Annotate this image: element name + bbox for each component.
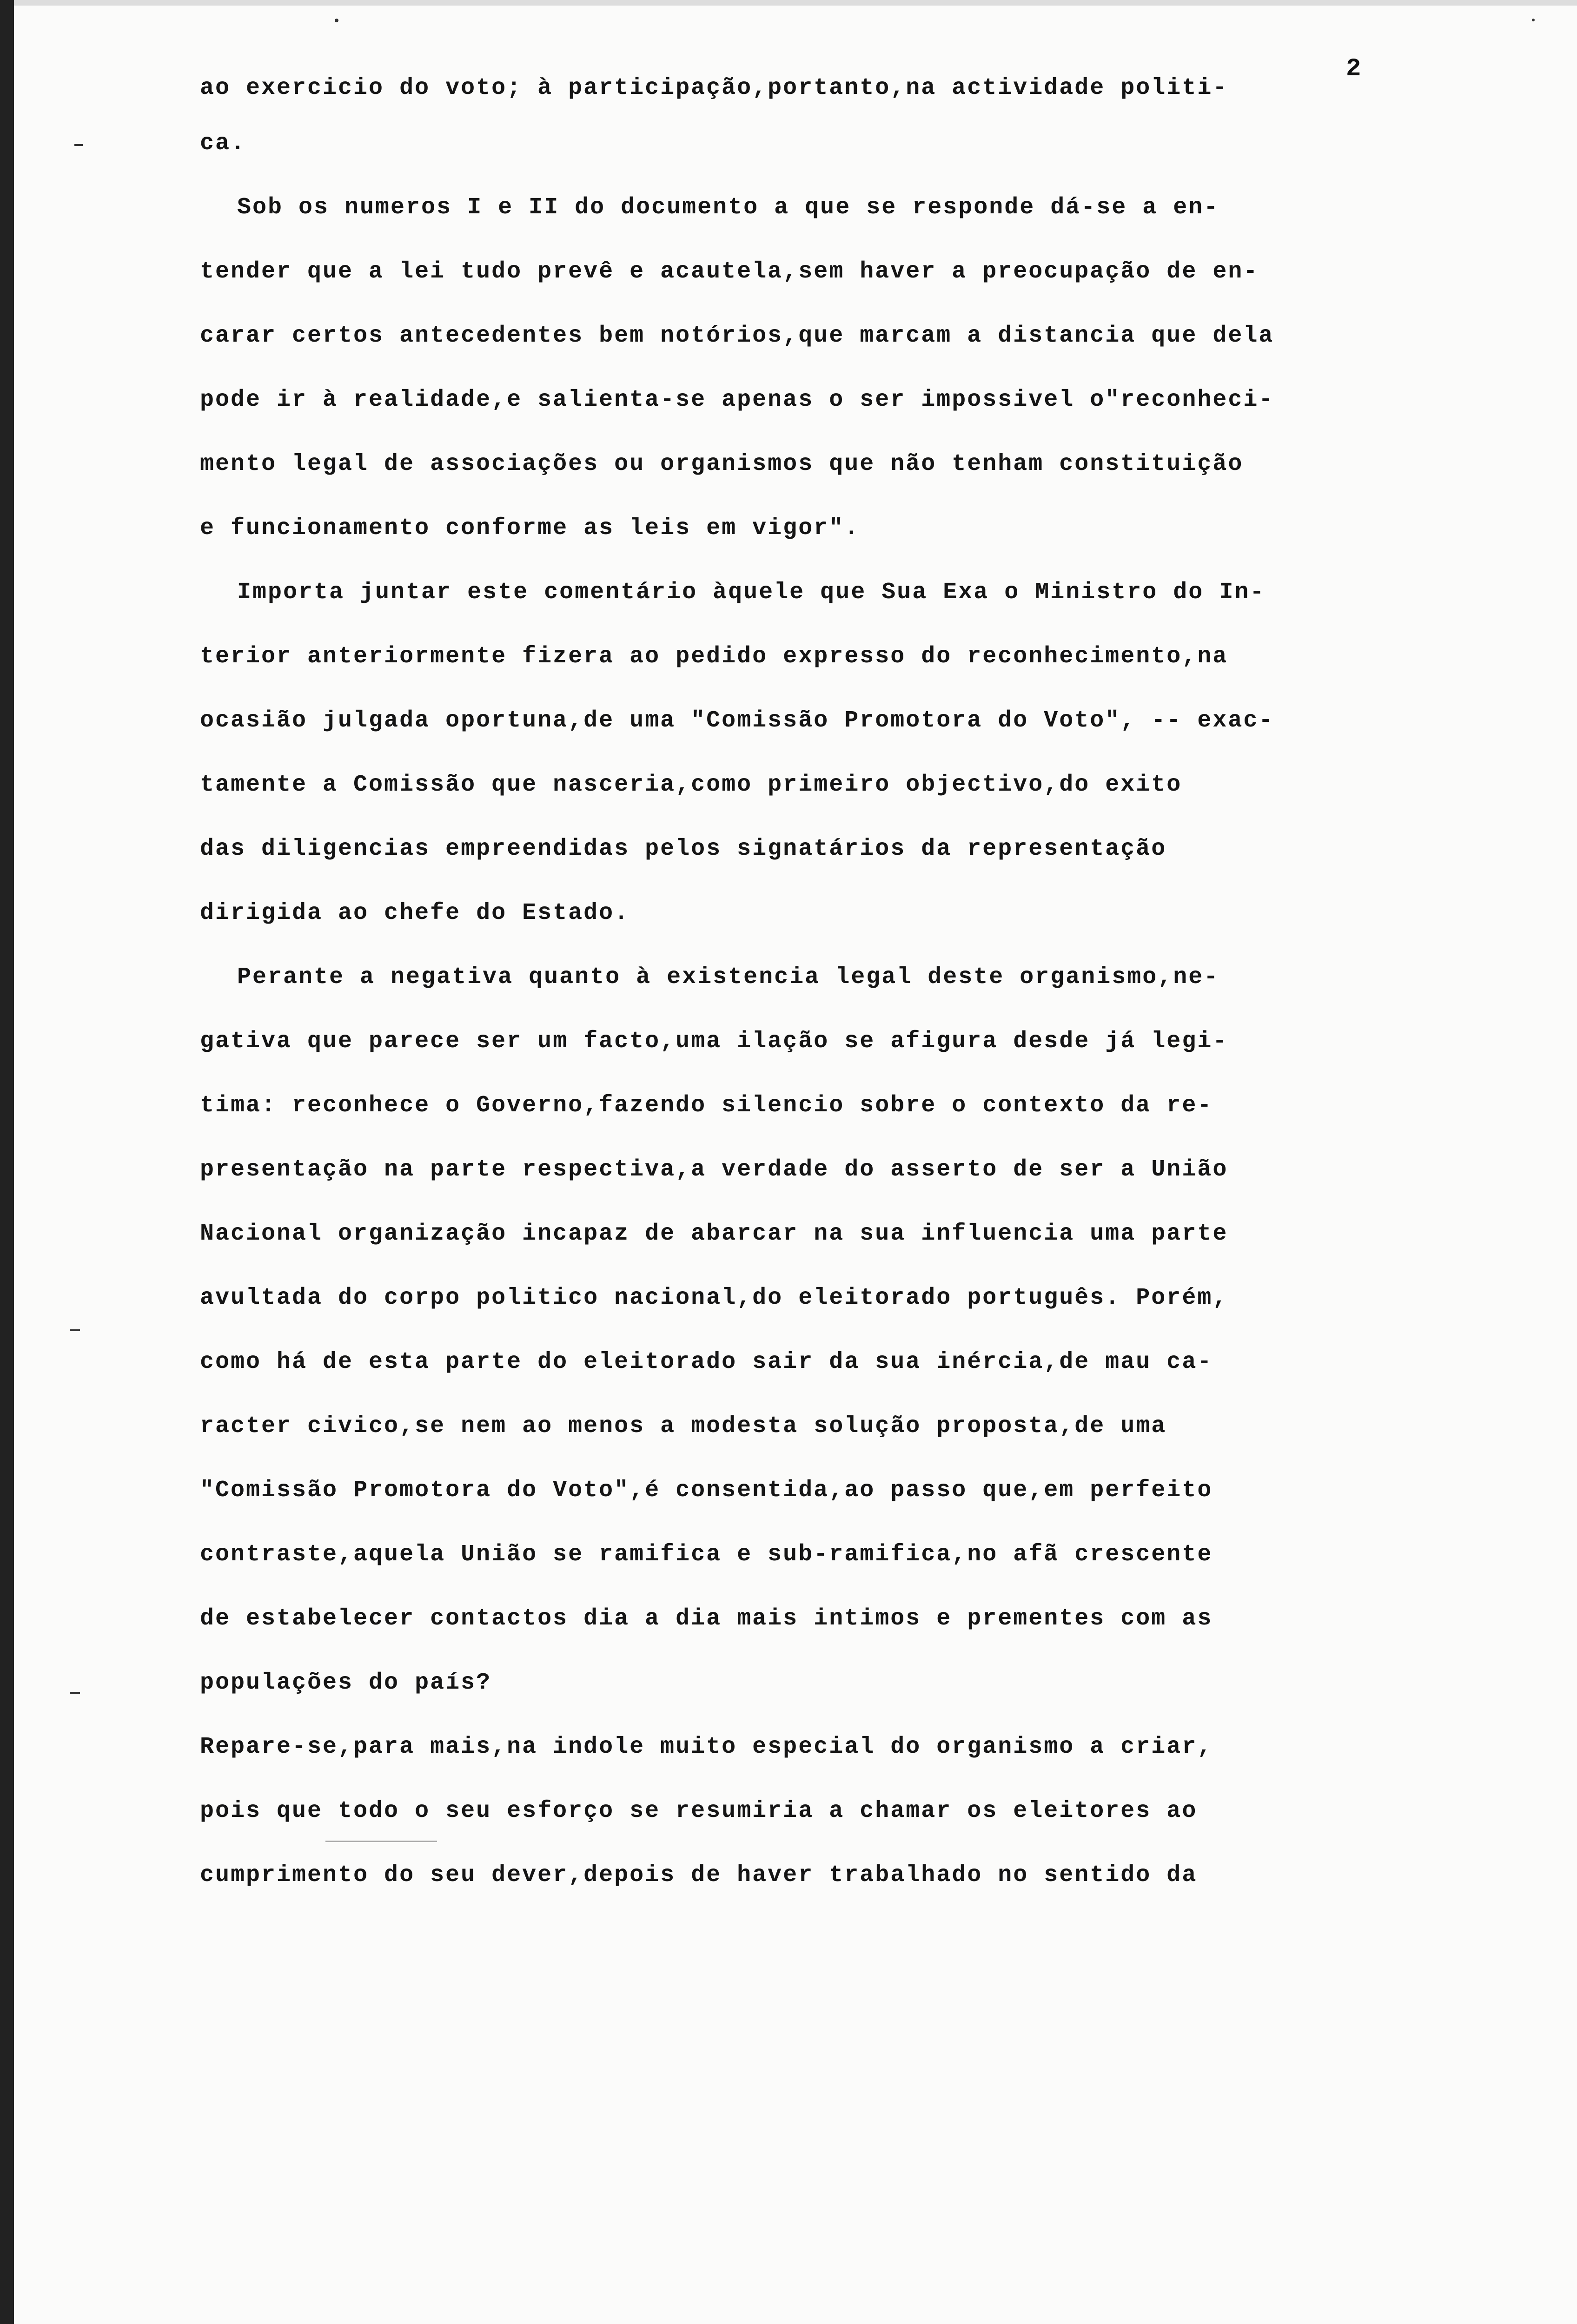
text-line: racter civico,se nem ao menos a modesta solução proposta,de uma [200,1413,1167,1439]
text-line: presentação na parte respectiva,a verdade do asserto de ser a União [200,1156,1228,1183]
text-line: ca. [200,130,246,157]
page-number: 2 [1346,55,1361,83]
text-line: Sob os numeros I e II do documento a que se responde dá-se a en- [237,194,1219,221]
scan-speck [335,19,338,22]
text-line: Repare-se,para mais,na indole muito especial do organismo a criar, [200,1734,1213,1760]
text-line: avultada do corpo politico nacional,do eleitorado português. Porém, [200,1285,1228,1311]
text-line: mento legal de associações ou organismos que não tenham constituição [200,451,1244,477]
text-line: ocasião julgada oportuna,de uma "Comissão Promotora do Voto", -- exac- [200,707,1274,734]
text-line: Importa juntar este comentário àquele que Sua Exa o Ministro do In- [237,579,1266,606]
text-line: "Comissão Promotora do Voto",é consentida,ao passo que,em perfeito [200,1477,1213,1504]
text-line: contraste,aquela União se ramifica e sub-ramifica,no afã crescente [200,1541,1213,1568]
typewritten-body [200,65,1451,1908]
text-line: terior anteriormente fizera ao pedido expresso do reconhecimento,na [200,643,1228,670]
scan-speck [1532,19,1535,21]
text-line: de estabelecer contactos dia a dia mais intimos e prementes com as [200,1605,1213,1632]
text-line: pois que todo o seu esforço se resumiria a chamar os eleitores ao [200,1798,1198,1824]
text-line: dirigida ao chefe do Estado. [200,900,630,926]
text-line: gativa que parece ser um facto,uma ilação se afigura desde já legi- [200,1028,1228,1055]
text-line: tender que a lei tudo prevê e acautela,sem haver a preocupação de en- [200,258,1259,285]
scan-speck [70,1329,80,1331]
text-line: tamente a Comissão que nasceria,como primeiro objectivo,do exito [200,772,1182,798]
text-line: pode ir à realidade,e salienta-se apenas o ser impossivel o"reconheci- [200,387,1274,413]
text-line: tima: reconhece o Governo,fazendo silencio sobre o contexto da re- [200,1092,1213,1119]
text-line: Perante a negativa quanto à existencia legal deste organismo,ne- [237,964,1219,990]
text-line: ao exercicio do voto; à participação,portanto,na actividade politi- [200,75,1228,101]
text-line: populações do país? [200,1670,492,1696]
scan-left-edge [0,0,14,2324]
text-line: cumprimento do seu dever,depois de haver trabalhado no sentido da [200,1862,1198,1888]
scan-speck [70,1692,80,1694]
text-line: carar certos antecedentes bem notórios,que marcam a distancia que dela [200,323,1274,349]
scan-speck [74,144,83,146]
text-line: e funcionamento conforme as leis em vigor". [200,515,860,541]
text-line: como há de esta parte do eleitorado sair da sua inércia,de mau ca- [200,1349,1213,1375]
text-line: das diligencias empreendidas pelos signatários da representação [200,836,1167,862]
text-line: Nacional organização incapaz de abarcar na sua influencia uma parte [200,1221,1228,1247]
scan-top-edge [0,0,1577,6]
